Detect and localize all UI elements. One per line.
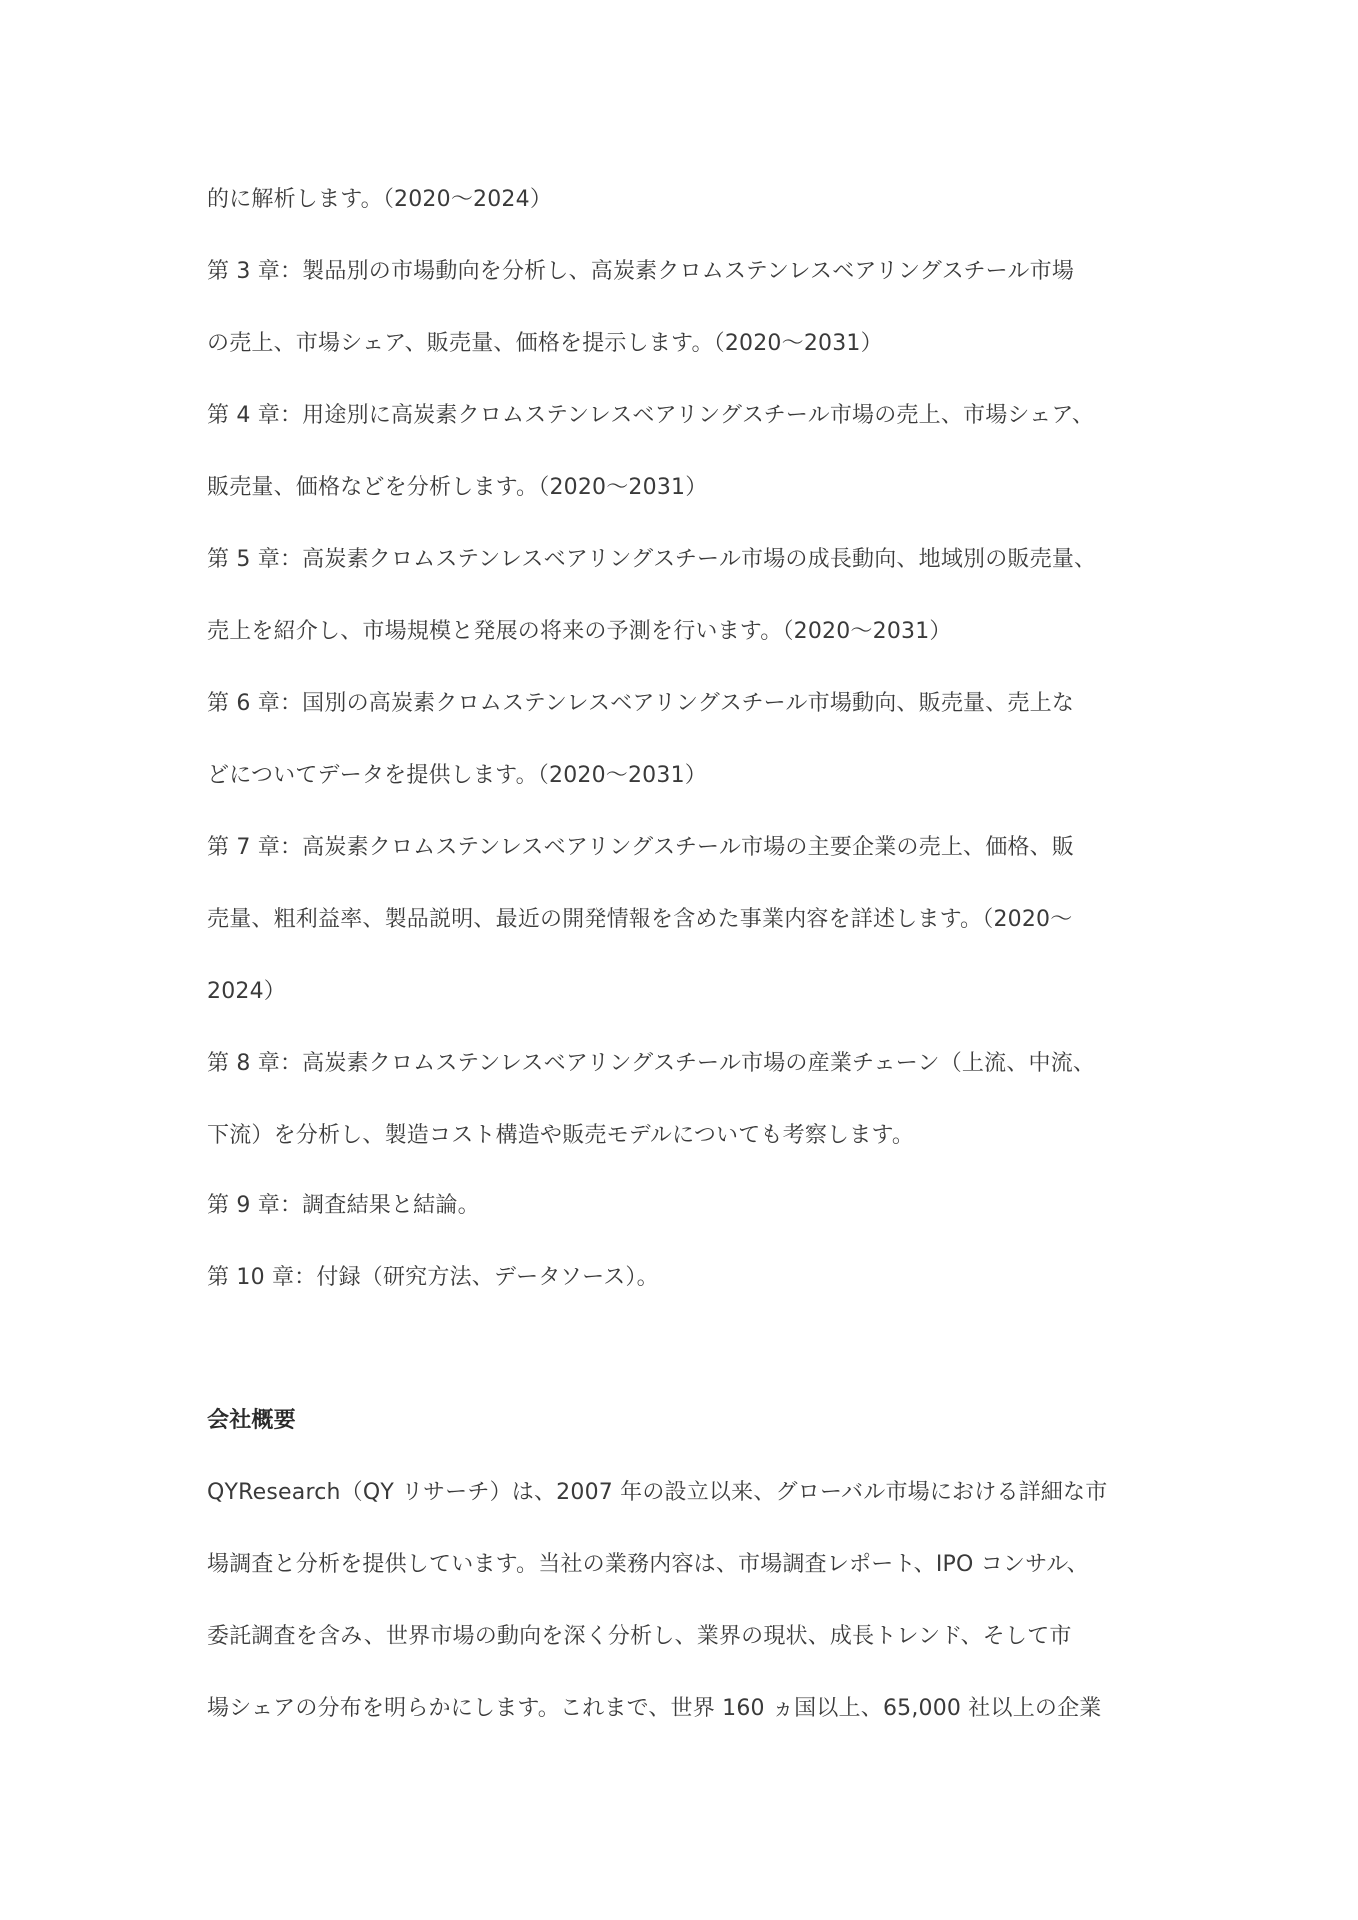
chapter-line: 第 9 章：調査結果と結論。 [207, 1193, 480, 1218]
company-paragraph-line: 場シェアの分布を明らかにします。これまで、世界 160 ヵ国以上、65,000 社以上の企業 [207, 1696, 1102, 1721]
company-paragraph-line: 場調査と分析を提供しています。当社の業務内容は、市場調査レポート、IPO コンサル、 [207, 1552, 1089, 1577]
chapter-line: 第 10 章：付録（研究方法、データソース）。 [207, 1265, 659, 1290]
chapter-line: 第 7 章：高炭素クロムステンレスベアリングスチール市場の主要企業の売上、価格、販 [207, 835, 1075, 860]
chapter-line: 販売量、価格などを分析します。（2020～2031） [207, 475, 708, 500]
chapter-line: 2024） [207, 979, 286, 1004]
chapter-line: 売量、粗利益率、製品説明、最近の開発情報を含めた事業内容を詳述します。（2020～ [207, 907, 1073, 932]
chapter-line: の売上、市場シェア、販売量、価格を提示します。（2020～2031） [207, 331, 883, 356]
chapter-line: 第 6 章：国別の高炭素クロムステンレスベアリングスチール市場動向、販売量、売上な [207, 691, 1075, 716]
chapter-line: 第 3 章：製品別の市場動向を分析し、高炭素クロムステンレスベアリングスチール市場 [207, 259, 1075, 284]
chapter-line: 第 4 章：用途別に高炭素クロムステンレスベアリングスチール市場の売上、市場シェア、 [207, 403, 1095, 428]
chapter-line: 第 8 章：高炭素クロムステンレスベアリングスチール市場の産業チェーン（上流、中流、 [207, 1051, 1096, 1076]
company-heading: 会社概要 [207, 1408, 296, 1433]
chapter-line: 第 5 章：高炭素クロムステンレスベアリングスチール市場の成長動向、地域別の販売量、 [207, 547, 1097, 572]
chapter-line: 売上を紹介し、市場規模と発展の将来の予測を行います。（2020～2031） [207, 619, 952, 644]
chapter-line: 下流）を分析し、製造コスト構造や販売モデルについても考察します。 [207, 1123, 915, 1148]
company-paragraph-line: QYResearch（QY リサーチ）は、2007 年の設立以来、グローバル市場における詳細な市 [207, 1480, 1108, 1505]
company-paragraph-line: 委託調査を含み、世界市場の動向を深く分析し、業界の現状、成長トレンド、そして市 [207, 1624, 1072, 1649]
chapter-line: どについてデータを提供します。（2020～2031） [207, 763, 707, 788]
chapter-line: 的に解析します。（2020～2024） [207, 187, 553, 212]
